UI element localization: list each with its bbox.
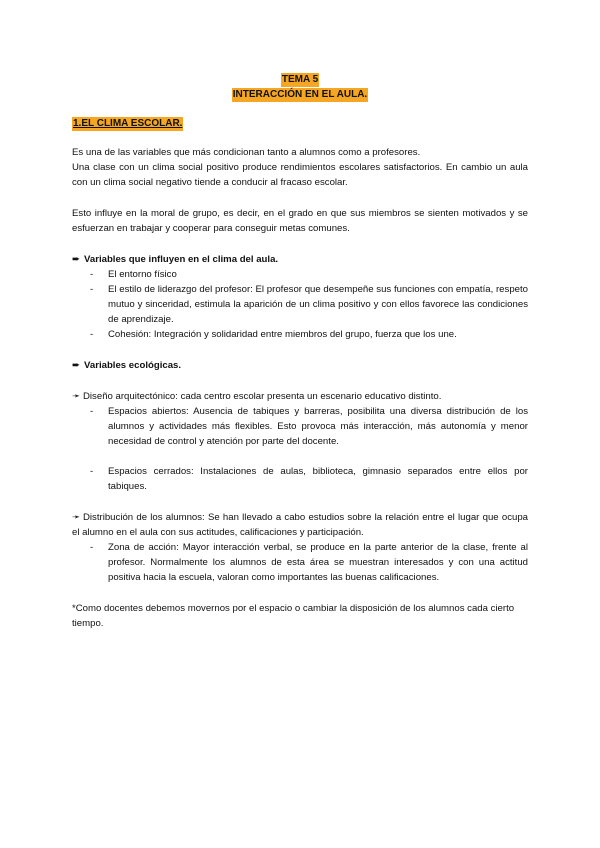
dash-bullet: - <box>90 542 94 553</box>
list-item <box>72 327 528 342</box>
list-item-text: El entorno físico <box>108 269 177 280</box>
dash-bullet: - <box>90 466 94 477</box>
ecological-heading-text: Variables ecológicas. <box>84 360 182 371</box>
section-heading: 1.EL CLIMA ESCOLAR. <box>73 118 183 129</box>
variables-list <box>72 267 528 342</box>
design-intro-text: Diseño arquitectónico: cada centro escolar presenta un escenario educativo distinto. <box>83 391 442 402</box>
list-item <box>72 540 528 585</box>
list-item-text: Espacios abiertos: Ausencia de tabiques y barreras, posibilita una diversa distribución de los alumnos y actividades más flexibles. Esto provoca más interacción, más autonomía y menor necesidad de control y atención por parte del docente. <box>108 406 528 447</box>
title-block <box>0 72 600 102</box>
list-item <box>72 404 528 449</box>
intro-line: Es una de las variables que más condicionan tanto a alumnos como a profesores. <box>72 147 421 158</box>
intro-paragraph: Una clase con un clima social positivo produce rendimientos escolares satisfactorios. En cambio un aula con un clima social negativo tiende a conducir al fracaso escolar. <box>72 162 528 188</box>
dash-bullet: - <box>90 329 94 340</box>
heavy-arrow-icon: ➨ <box>72 254 81 265</box>
heavy-arrow-icon: ➨ <box>72 360 81 371</box>
list-item-text: Cohesión: Integración y solidaridad entre miembros del grupo, fuerza que los une. <box>108 329 457 340</box>
list-item-text: El estilo de liderazgo del profesor: El profesor que desempeñe sus funciones con empatía, respeto mutuo y sinceridad, estimula la aparición de un clima positivo y con ellos favorece las condiciones de aprendizaje. <box>108 284 528 325</box>
list-item-text: Espacios cerrados: Instalaciones de aulas, biblioteca, gimnasio separados entre ellos por tabiques. <box>108 466 528 492</box>
document-body <box>72 116 528 631</box>
list-item <box>72 464 528 494</box>
small-arrow-icon: ➛ <box>72 512 81 523</box>
topic-number: TEMA 5 <box>281 74 319 85</box>
dash-bullet: - <box>90 284 94 295</box>
moral-paragraph: Esto influye en la moral de grupo, es decir, en el grado en que sus miembros se sienten motivados y se esfuerzan en trabajar y cooperar para conseguir metas comunes. <box>72 208 528 234</box>
design-intro <box>72 389 528 404</box>
variables-heading-text: Variables que influyen en el clima del aula. <box>84 254 279 265</box>
distribution-list <box>72 540 528 585</box>
list-item <box>72 267 528 282</box>
distribution-intro <box>72 510 528 540</box>
list-item-text: Zona de acción: Mayor interacción verbal, se produce en la parte anterior de la clase, frente al profesor. Normalmente los alumnos de esta área se muestran interesados y con una actitud positiva hacia la escuela, valoran como importantes las buenas calificaciones. <box>108 542 528 583</box>
teacher-note: *Como docentes debemos movernos por el espacio o cambiar la disposición de los alumnos cada cierto tiempo. <box>72 603 515 629</box>
distribution-intro-text: Distribución de los alumnos: Se han llevado a cabo estudios sobre la relación entre el lugar que ocupa el alumno en el aula con sus actitudes, calificaciones y participación. <box>72 512 528 538</box>
ecological-heading <box>72 358 528 373</box>
small-arrow-icon: ➛ <box>72 391 81 402</box>
dash-bullet: - <box>90 406 94 417</box>
page-title: INTERACCIÓN EN EL AULA. <box>232 89 368 100</box>
design-list <box>72 404 528 494</box>
dash-bullet: - <box>90 269 94 280</box>
list-item <box>72 282 528 327</box>
variables-heading <box>72 252 528 267</box>
